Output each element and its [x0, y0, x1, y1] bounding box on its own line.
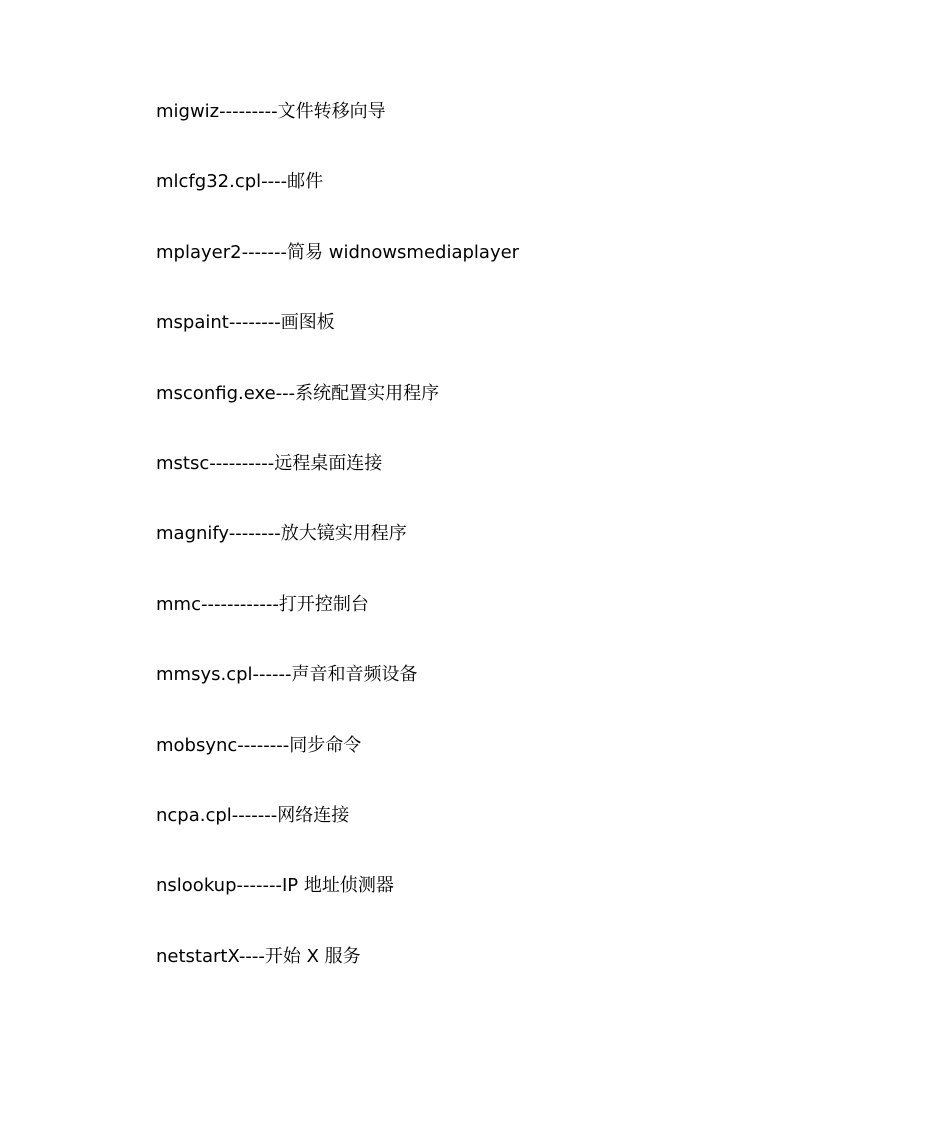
command-line: mplayer2-------简易 widnowsmediaplayer [156, 241, 520, 263]
command-line: msconfig.exe---系统配置实用程序 [156, 382, 440, 404]
command-line: ncpa.cpl-------网络连接 [156, 804, 350, 826]
command-line: nslookup-------IP 地址侦测器 [156, 875, 394, 897]
command-line: mmsys.cpl------声音和音频设备 [156, 664, 418, 686]
command-line: mobsync--------同步命令 [156, 734, 362, 756]
command-line: mmc------------打开控制台 [156, 593, 369, 615]
command-line: mstsc----------远程桌面连接 [156, 452, 383, 474]
command-line: migwiz---------文件转移向导 [156, 101, 386, 122]
command-list [156, 100, 519, 1015]
command-line: magnify--------放大镜实用程序 [156, 523, 407, 545]
command-line: mspaint--------画图板 [156, 312, 335, 334]
command-line: netstartX----开始 X 服务 [156, 945, 361, 967]
command-line: mlcfg32.cpl----邮件 [156, 171, 324, 193]
